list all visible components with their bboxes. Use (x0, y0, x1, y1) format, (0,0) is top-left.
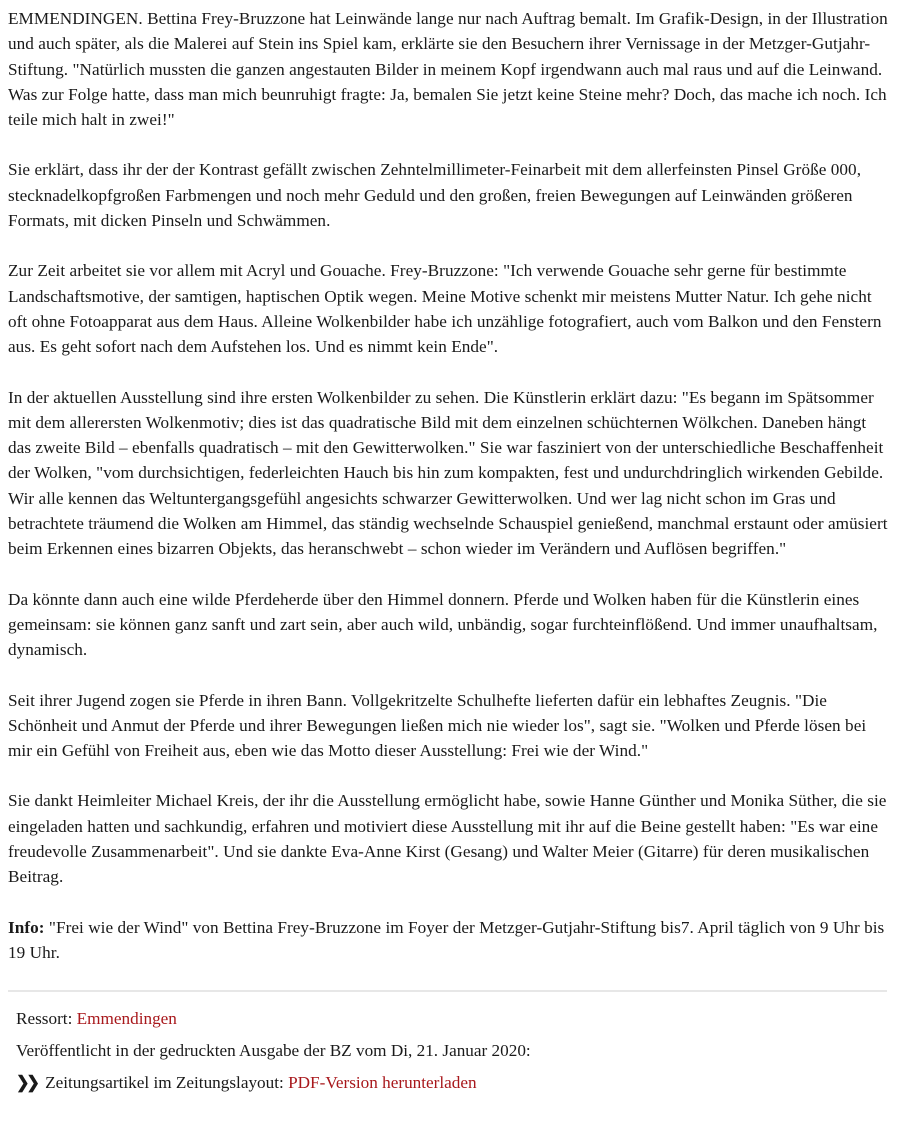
article-paragraph: Sie dankt Heimleiter Michael Kreis, der ihr die Ausstellung ermöglicht habe, sowie Hanne Günther und Monika Süther, die sie eingeladen hatten und sachkundig, erfahren und motiviert diese Ausstellung mit ihr auf die Beine gestellt haben: "Es war eine freudevolle Zusammenarbeit". Und sie dankte Eva-Anne Kirst (Gesang) und Walter Meier (Gitarre) für deren musikalischen Beitrag. (8, 791, 887, 887)
article-paragraph: EMMENDINGEN. Bettina Frey-Bruzzone hat Leinwände lange nur nach Auftrag bemalt. Im Grafik-Design, in der Illustration und auch später, als die Malerei auf Stein ins Spiel kam, erklärte sie den Besuchern ihrer Vernissage in der Metzger-Gutjahr-Stiftung. "Natürlich mussten die ganzen angestauten Bilder in meinem Kopf irgendwann auch mal raus und auf die Leinwand. Was zur Folge hatte, dass man mich beunruhigt fragte: Ja, bemalen Sie jetzt keine Steine mehr? Doch, das mache ich noch. Ich teile mich halt in zwei!" (8, 9, 888, 130)
ressort-link[interactable]: Emmendingen (76, 1009, 177, 1029)
article-paragraph: Sie erklärt, dass ihr der der Kontrast gefällt zwischen Zehntelmillimeter-Feinarbeit mit dem allerfeinsten Pinsel Größe 000, stecknadelkopfgroßen Farbmengen und noch mehr Geduld und den großen, freien Bewegungen auf Leinwänden größeren Formats, mit dicken Pinseln und Schwämmen. (8, 160, 862, 231)
article-paragraph: Da könnte dann auch eine wilde Pferdeherde über den Himmel donnern. Pferde und Wolken haben für die Künstlerin eines gemeinsam: sie können ganz sanft und zart sein, aber auch wild, unbändig, sogar furchteinflößend. Und immer unaufhaltsam, dynamisch. (8, 589, 878, 660)
info-text: "Frei wie der Wind" von Bettina Frey-Bruzzone im Foyer der Metzger-Gutjahr-Stiftung bis7. April täglich von 9 Uhr bis 19 Uhr. (8, 917, 885, 962)
article-paragraph: Seit ihrer Jugend zogen sie Pferde in ihren Bann. Vollgekritzelte Schulhefte lieferten dafür ein lebhaftes Zeugnis. "Die Schönheit und Anmut der Pferde und ihrer Bewegungen ließen mich nie wieder los", sagt sie. "Wolken und Pferde lösen bei mir ein Gefühl von Freiheit aus, eben wie das Motto dieser Ausstellung: Frei wie der Wind." (8, 690, 867, 761)
pdf-row (16, 1072, 900, 1095)
info-label: Info: (8, 917, 45, 937)
ressort-row (16, 1008, 900, 1030)
article-meta (0, 992, 900, 1095)
published-text: Veröffentlicht in der gedruckten Ausgabe der BZ vom Di, 21. Januar 2020: (16, 1041, 531, 1061)
article-paragraph: In der aktuellen Ausstellung sind ihre ersten Wolkenbilder zu sehen. Die Künstlerin erklärt dazu: "Es begann im Spätsommer mit dem allerersten Wolkenmotiv; dies ist das quadratische Bild mit dem einzelnen schüchternen Wölkchen. Daneben hängt das zweite Bild – ebenfalls quadratisch – mit den Gewitterwolken." Sie war fasziniert von der unterschiedliche Beschaffenheit der Wolken, "vom durchsichtigen, federleichten Hauch bis hin zum kompakten, fest und undurchdringlich wirkenden Gebilde. Wir alle kennen das Weltuntergangsgefühl angesichts schwarzer Gewitterwolken. Und wer lag nicht schon im Gras und betrachtete träumend die Wolken am Himmel, das ständig wechselnde Schauspiel genießend, manchmal erstaunt oder amüsiert beim Erkennen eines bizarren Objekts, das heranschwebt – schon wieder im Verändern und Auflösen begriffen." (8, 387, 888, 559)
ressort-label: Ressort: (16, 1009, 77, 1029)
double-chevron-right-icon: ❯❯ (16, 1074, 37, 1093)
info-paragraph (8, 915, 888, 966)
pdf-download-link[interactable]: PDF-Version herunterladen (288, 1073, 477, 1093)
article-paragraph: Zur Zeit arbeitet sie vor allem mit Acryl und Gouache. Frey-Bruzzone: "Ich verwende Gouache sehr gerne für bestimmte Landschaftsmotive, der samtigen, haptischen Optik wegen. Meine Motive schenkt mir meistens Mutter Natur. Ich gehe nicht oft ohne Fotoapparat aus dem Haus. Alleine Wolkenbilder habe ich unzählige fotografiert, auch vom Balkon und den Fenstern aus. Es geht sofort nach dem Aufstehen los. Und es nimmt kein Ende". (8, 261, 882, 357)
published-row (16, 1040, 900, 1062)
pdf-label: Zeitungsartikel im Zeitungslayout: (45, 1073, 289, 1093)
